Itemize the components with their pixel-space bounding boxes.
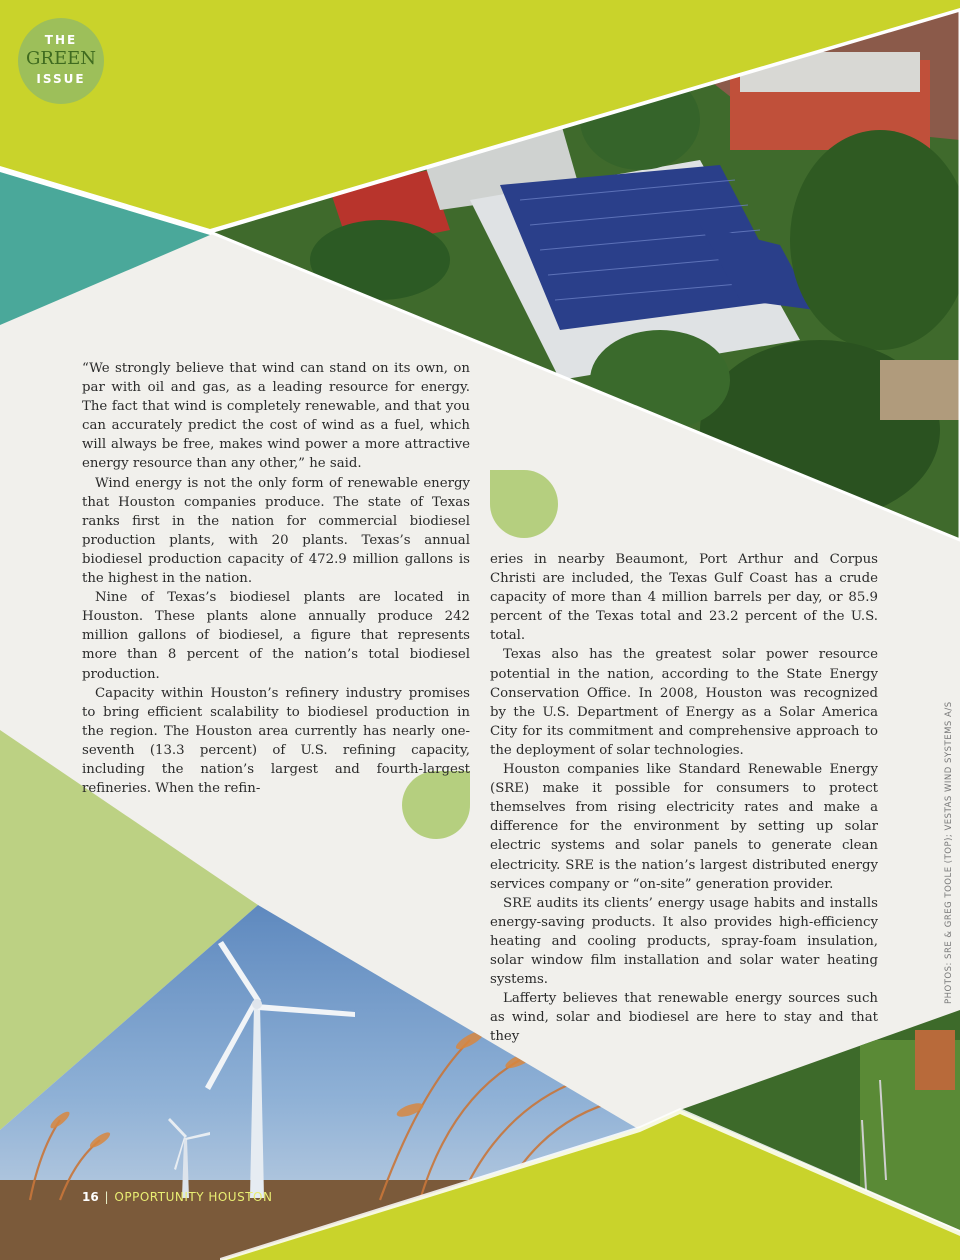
footer-separator: | bbox=[104, 1190, 109, 1204]
badge-line-green: GREEN bbox=[26, 48, 96, 69]
paragraph: Capacity within Houston’s refinery industry promises to bring efficient scalability to biodiesel production in the region. The Houston area currently has nearly one-seventh (13.3 percent) of U.S. refining capacity, including the nation’s largest and fourth-largest refineries. When the refin- bbox=[82, 685, 470, 797]
page-number: 16 bbox=[82, 1190, 99, 1204]
photo-credit: PHOTOS: SRE & GREG TOOLE (TOP); VESTAS WIND SYSTEMS A/S bbox=[944, 701, 954, 1004]
paragraph: Texas also has the greatest solar power resource potential in the nation, according to the State Energy Conservation Office. In 2008, Houston was recognized by the U.S. Department of Energy as a Solar America City for its commitment and comprehensive approach to the deployment of solar technologies. bbox=[490, 647, 878, 758]
paragraph: Lafferty believes that renewable energy sources such as wind, solar and biodiesel are here to stay and that they bbox=[490, 991, 878, 1045]
paragraph: SRE audits its clients’ energy usage habits and installs energy-saving products. It also provides high-efficiency heating and cooling products, spray-foam insulation, solar window film installation and solar water heating systems. bbox=[490, 895, 878, 988]
article-column-left bbox=[82, 359, 470, 798]
paragraph: “We strongly believe that wind can stand on its own, on par with oil and gas, as a leading resource for energy. The fact that wind is completely renewable, and that you can accurately predict the cost of wind as a fuel, which will always be free, makes wind power a more attractive energy resource than any other,” he said. bbox=[82, 361, 470, 472]
badge-line-the: THE bbox=[44, 33, 78, 47]
green-issue-badge bbox=[18, 18, 104, 104]
article-column-right bbox=[490, 550, 878, 1046]
paragraph: eries in nearby Beaumont, Port Arthur and Corpus Christi are included, the Texas Gulf Coast has a crude capacity of more than 4 million barrels per day, or 85.9 percent of the Texas total and 23.2 percent of the U.S. total. bbox=[490, 552, 878, 644]
badge-line-issue: ISSUE bbox=[36, 72, 86, 86]
paragraph: Nine of Texas’s biodiesel plants are located in Houston. These plants alone annually produce 242 million gallons of biodiesel, a figure that represents more than 8 percent of the nation’s total biodiesel production. bbox=[82, 590, 470, 682]
publication-name: OPPORTUNITY HOUSTON bbox=[114, 1190, 273, 1204]
leaf-shape-top bbox=[490, 470, 558, 538]
paragraph: Houston companies like Standard Renewable Energy (SRE) make it possible for consumers to protect themselves from rising electricity rates and make a difference for the environment by setting up solar electric systems and solar panels to generate clean electricity. SRE is the nation’s largest distributed energy services company or “on-site” generation provider. bbox=[490, 762, 878, 892]
paragraph: Wind energy is not the only form of renewable energy that Houston companies produce. The state of Texas ranks first in the nation for commercial biodiesel production plants, with 20 plants. Texas’s annual biodiesel production capacity of 472.9 million gallons is the highest in the nation. bbox=[82, 475, 470, 587]
page-footer bbox=[82, 1190, 272, 1204]
